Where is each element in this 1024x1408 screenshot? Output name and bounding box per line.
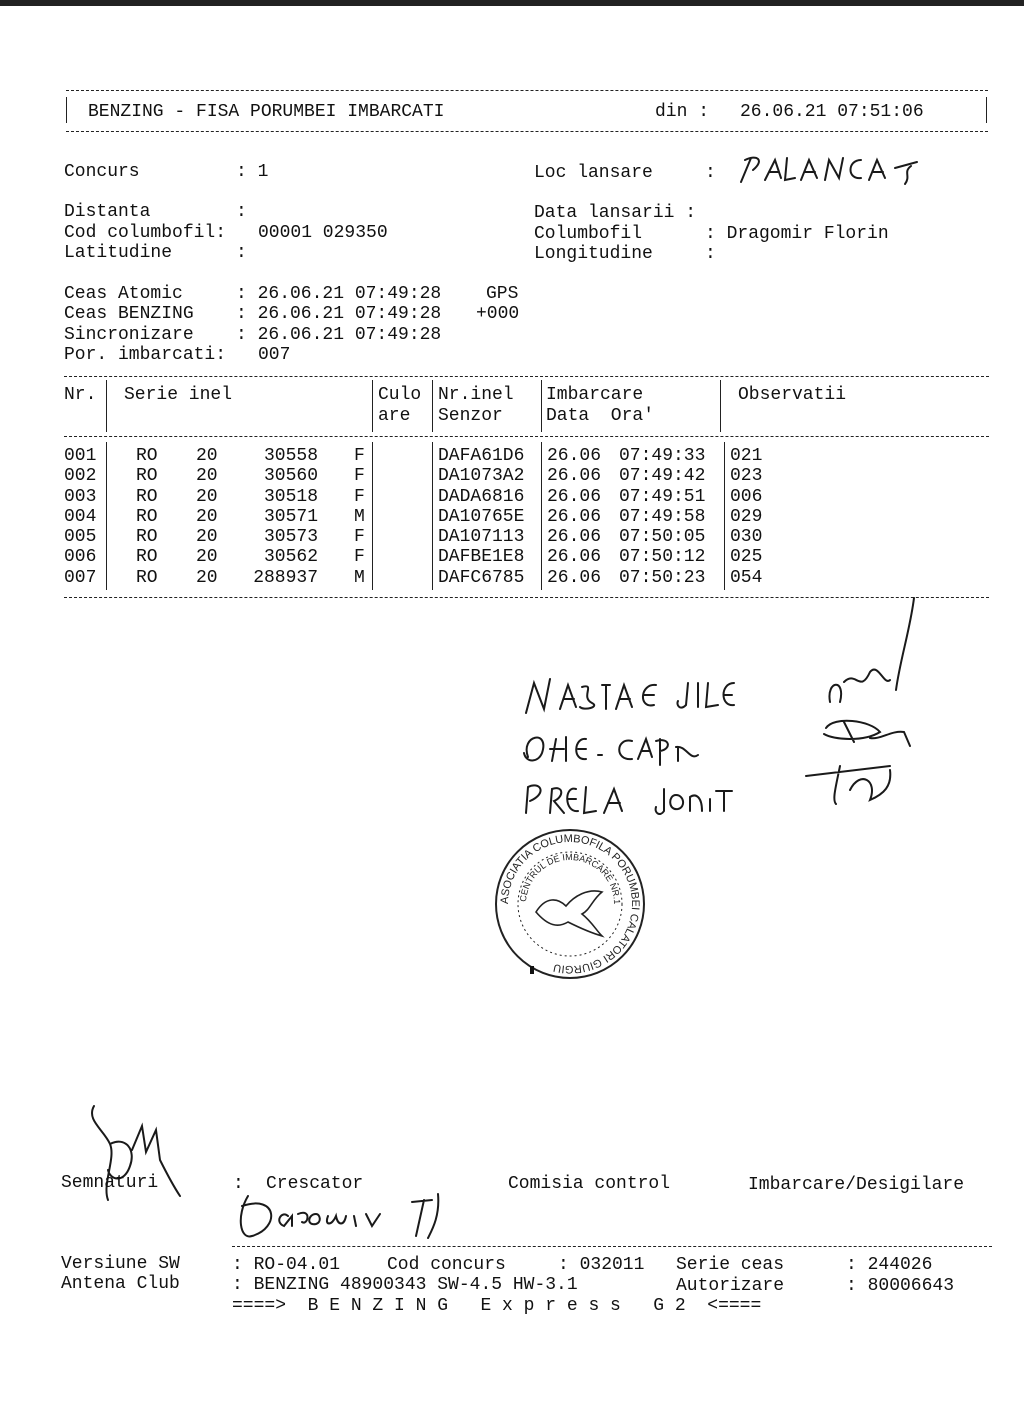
- stamp-outer-text: ASOCIATIA COLUMBOFILA PORUMBEI CALATORI GIURGIU: [498, 832, 642, 976]
- cell-senzor: DA107113: [438, 527, 525, 547]
- versiune-sw-label: Versiune SW: [61, 1254, 180, 1274]
- col-header-observatii: Observatii: [738, 385, 847, 405]
- col-sep: [432, 380, 433, 432]
- imbarcare-desigilare-label: Imbarcare/Desigilare: [748, 1175, 965, 1195]
- cell-inel: 30573: [264, 527, 319, 547]
- club-stamp: [488, 818, 648, 982]
- cell-an: 20: [196, 466, 218, 486]
- stamp-inner-text: CENTRUL DE IMBARCARE NR.1 COSOBA: [488, 818, 623, 905]
- cell-ora: 07:49:51: [619, 487, 706, 507]
- cell-ora: 07:49:42: [619, 466, 706, 486]
- col-sep: [432, 442, 433, 590]
- document-title: BENZING - FISA PORUMBEI IMBARCATI: [88, 102, 445, 122]
- cell-tara: RO: [136, 547, 158, 567]
- cell-senzor: DAFA61D6: [438, 446, 525, 466]
- cell-data: 26.06: [547, 466, 602, 486]
- cell-an: 20: [196, 568, 218, 588]
- cell-tara: RO: [136, 446, 158, 466]
- cell-sex: F: [354, 446, 365, 466]
- sincronizare-label: Sincronizare: [64, 325, 194, 345]
- col-header-nr: Nr.: [64, 385, 97, 405]
- autorizare-value: : 80006643: [846, 1276, 955, 1296]
- cell-sex: F: [354, 487, 365, 507]
- concurs-label: Concurs: [64, 162, 140, 182]
- cell-senzor: DA1073A2: [438, 466, 525, 486]
- col-sep: [372, 380, 373, 432]
- cell-tara: RO: [136, 507, 158, 527]
- cell-data: 26.06: [547, 527, 602, 547]
- sincronizare-value: : 26.06.21 07:49:28: [236, 325, 442, 345]
- semnaturi-label: Semnaturi: [61, 1173, 159, 1193]
- cell-senzor: DAFBE1E8: [438, 547, 525, 567]
- distanta-label: Distanta: [64, 202, 151, 222]
- cell-observatii: 021: [730, 446, 763, 466]
- cell-an: 20: [196, 547, 218, 567]
- concurs-value: : 1: [236, 162, 269, 182]
- header-left-border: [66, 97, 67, 123]
- cell-data: 26.06: [547, 547, 602, 567]
- print-datetime: 26.06.21 07:51:06: [740, 102, 924, 122]
- cell-inel: 30571: [264, 507, 319, 527]
- columbofil-value: : Dragomir Florin: [705, 224, 889, 244]
- loc-lansare-colon: :: [705, 163, 716, 183]
- cell-tara: RO: [136, 568, 158, 588]
- cell-senzor: DAFC6785: [438, 568, 525, 588]
- col-header-culoare: Culo: [378, 385, 422, 405]
- cell-sex: M: [354, 568, 365, 588]
- col-sep: [541, 442, 542, 590]
- columbofil-label: Columbofil: [534, 224, 643, 244]
- cod-columbofil-value: 00001 029350: [258, 223, 388, 243]
- cell-sex: M: [354, 507, 365, 527]
- cell-ora: 07:49:58: [619, 507, 706, 527]
- scan-top-edge: [0, 0, 1024, 6]
- latitudine-value: :: [236, 243, 247, 263]
- table-header-rule: [64, 436, 989, 437]
- cod-concurs-value: : 032011: [558, 1255, 645, 1275]
- cell-inel: 30560: [264, 466, 319, 486]
- cell-data: 26.06: [547, 487, 602, 507]
- data-lansarii-label: Data lansarii :: [534, 203, 697, 223]
- cod-columbofil-label: Cod columbofil:: [64, 223, 227, 243]
- cell-data: 26.06: [547, 446, 602, 466]
- cell-an: 20: [196, 446, 218, 466]
- col-header-nr-inel: Nr.inel: [438, 385, 514, 405]
- cell-observatii: 023: [730, 466, 763, 486]
- cell-observatii: 054: [730, 568, 763, 588]
- cod-concurs-label: Cod concurs: [387, 1255, 506, 1275]
- col-sep: [720, 380, 721, 432]
- cell-inel: 30558: [264, 446, 319, 466]
- serie-ceas-label: Serie ceas: [676, 1255, 785, 1275]
- crescator-label: Crescator: [266, 1174, 364, 1194]
- cell-inel: 30562: [264, 547, 319, 567]
- cell-nr: 003: [64, 487, 97, 507]
- distanta-value: :: [236, 202, 247, 222]
- antena-club-label: Antena Club: [61, 1274, 180, 1294]
- cell-data: 26.06: [547, 507, 602, 527]
- ceas-benzing-offset: +000: [476, 304, 520, 324]
- por-imbarcati-label: Por. imbarcati:: [64, 345, 227, 365]
- handwritten-commission-names: [520, 665, 840, 840]
- cell-an: 20: [196, 507, 218, 527]
- benzing-express-banner: ====> B E N Z I N G E x p r e s s G 2 <====: [232, 1296, 762, 1316]
- col-header-senzor: Senzor: [438, 406, 503, 426]
- cell-tara: RO: [136, 466, 158, 486]
- cell-senzor: DADA6816: [438, 487, 525, 507]
- antena-club-value: : BENZING 48900343 SW-4.5 HW-3.1: [232, 1275, 578, 1295]
- serie-ceas-value: : 244026: [846, 1255, 933, 1275]
- ceas-benzing-label: Ceas BENZING: [64, 304, 194, 324]
- ceas-benzing-value: : 26.06.21 07:49:28: [236, 304, 442, 324]
- header-right-border: [986, 97, 987, 123]
- cell-inel: 30518: [264, 487, 319, 507]
- loc-lansare-label: Loc lansare: [534, 163, 653, 183]
- cell-nr: 002: [64, 466, 97, 486]
- cell-ora: 07:49:33: [619, 446, 706, 466]
- col-sep: [724, 442, 725, 590]
- cell-ora: 07:50:05: [619, 527, 706, 547]
- header-bottom-rule: [66, 131, 988, 132]
- crescator-signature: [232, 1186, 472, 1246]
- header-top-rule: [66, 90, 988, 91]
- longitudine-label: Longitudine: [534, 244, 653, 264]
- cell-observatii: 025: [730, 547, 763, 567]
- comisia-control-label: Comisia control: [508, 1174, 671, 1194]
- col-sep: [106, 442, 107, 590]
- cell-data: 26.06: [547, 568, 602, 588]
- cell-nr: 007: [64, 568, 97, 588]
- cell-sex: F: [354, 547, 365, 567]
- cell-senzor: DA10765E: [438, 507, 525, 527]
- footer-rule: [232, 1246, 992, 1247]
- col-header-imbarcare: Imbarcare: [546, 385, 644, 405]
- col-sep: [541, 380, 542, 432]
- ink-dot: [530, 966, 534, 974]
- table-top-rule: [64, 376, 989, 377]
- col-header-culoare-2: are: [378, 406, 411, 426]
- cell-sex: F: [354, 527, 365, 547]
- cell-an: 20: [196, 527, 218, 547]
- loc-lansare-handwriting: [735, 150, 925, 190]
- date-label: din :: [655, 102, 710, 122]
- ceas-atomic-source: GPS: [486, 284, 519, 304]
- ceas-atomic-value: : 26.06.21 07:49:28: [236, 284, 442, 304]
- cell-nr: 004: [64, 507, 97, 527]
- cell-tara: RO: [136, 487, 158, 507]
- cell-sex: F: [354, 466, 365, 486]
- ceas-atomic-label: Ceas Atomic: [64, 284, 183, 304]
- cell-ora: 07:50:12: [619, 547, 706, 567]
- longitudine-value: :: [705, 244, 716, 264]
- commission-signatures: [800, 590, 930, 820]
- por-imbarcati-value: 007: [258, 345, 291, 365]
- col-header-serie-inel: Serie inel: [124, 385, 233, 405]
- cell-observatii: 030: [730, 527, 763, 547]
- cell-tara: RO: [136, 527, 158, 547]
- cell-nr: 006: [64, 547, 97, 567]
- versiune-sw-value: : RO-04.01: [232, 1255, 341, 1275]
- col-sep: [372, 442, 373, 590]
- latitudine-label: Latitudine: [64, 243, 173, 263]
- cell-an: 20: [196, 487, 218, 507]
- cell-nr: 005: [64, 527, 97, 547]
- autorizare-label: Autorizare: [676, 1276, 785, 1296]
- col-sep: [106, 380, 107, 432]
- cell-inel: 288937: [253, 568, 318, 588]
- semnaturi-scribble: [80, 1100, 190, 1210]
- cell-observatii: 006: [730, 487, 763, 507]
- col-header-data-ora: Data Ora': [546, 406, 655, 426]
- semnaturi-colon: :: [233, 1174, 244, 1194]
- cell-nr: 001: [64, 446, 97, 466]
- cell-observatii: 029: [730, 507, 763, 527]
- cell-ora: 07:50:23: [619, 568, 706, 588]
